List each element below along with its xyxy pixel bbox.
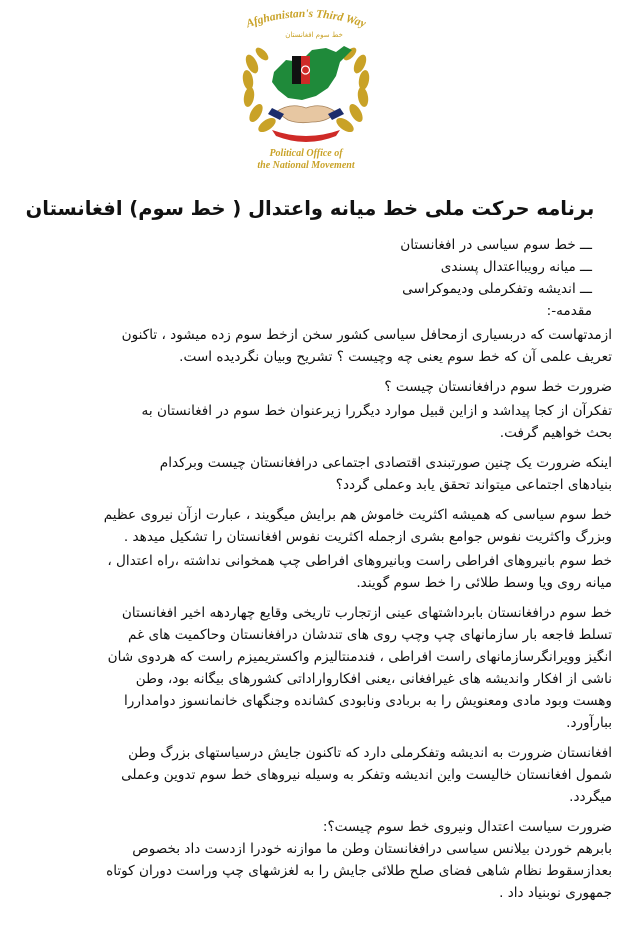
paragraph-line: خط سوم بانیروهای افراطی راست وبانیروهای افراطی چپ همخوانی نداشته ،راه اعتدال ، — [107, 553, 612, 569]
paragraph-line: خط سوم سیاسی که همیشه اکثریت خاموش هم برایش میگویند ، عبارت ازآن نیروی عظیم — [103, 507, 612, 523]
paragraph — [12, 376, 612, 398]
paragraph-line: افغانستان ضرورت به اندیشه وتفکرملی دارد که تاکنون جایش درسیاستهای بزرگ وطن — [128, 745, 612, 761]
document-body — [12, 234, 612, 904]
paragraph — [12, 504, 612, 548]
paragraph-line: ناشی از افکار واندیشه های غیرافغانی ،یعنی افکارواراداتی کشورهای بیگانه بود، وطن — [135, 671, 612, 687]
paragraph — [12, 550, 612, 594]
paragraph-line: بنیادهای اجتماعی میتواند تحقق یابد وعملی گردد؟ — [335, 477, 612, 493]
bullet-item: ـــ خط سوم سیاسی در افغانستان — [400, 237, 592, 253]
paragraph-line: شمول افغانستان خالیست واین اندیشه وتفکر به وسیله نیروهای خط سوم تدوین وعملی — [121, 767, 612, 783]
paragraph-line: وبزرگ واکثریت نفوس جوامع بشری ازجمله اکثریت نفوس افغانستان را تشکیل میدهد . — [123, 529, 612, 545]
paragraph-line: بحث خواهیم گرفت. — [499, 425, 612, 441]
paragraph — [12, 400, 612, 444]
paragraph-line: ببارآورد. — [566, 715, 612, 731]
logo-bottom-line2: the National Movement — [257, 160, 355, 171]
paragraph-line: ضرورت سیاست اعتدال ونیروی خط سوم چیست؟: — [322, 819, 612, 835]
paragraph-line: خط سوم درافغانستان بابرداشتهای عینی ازتجارب تاریخی وقایع چهاردهه اخیر افغانستان — [121, 605, 612, 621]
paragraph-line: اینکه ضرورت یک چنین صورتبندی اقتصادی اجتماعی درافغانستان چیست وبرکدام — [159, 455, 612, 471]
svg-text:Afghanistan's Third Way — [244, 8, 368, 31]
paragraph-line: تعریف علمی آن که خط سوم یعنی چه وچیست ؟ تشریح وبیان نگردیده است. — [179, 349, 612, 365]
intro-label: مقدمه-: — [546, 303, 592, 319]
bullet-item: ـــ میانه رویبااعتدال پسندی — [440, 259, 592, 275]
document-title: برنامه حرکت ملی خط میانه واعتدال ( خط سوم) افغانستان — [25, 197, 595, 220]
logo-top-text: Afghanistan's Third Way — [244, 7, 368, 31]
paragraph-line: میگردد. — [569, 789, 612, 805]
movement-logo — [232, 4, 380, 172]
paragraph-line: ازمدتهاست که دربسیاری ازمحافل سیاسی کشور سخن ازخط سوم زده میشود ، تاکنون — [121, 327, 612, 343]
paragraph — [12, 324, 612, 368]
paragraph-line: جمهوری نوبنیاد داد . — [499, 885, 612, 901]
paragraph — [12, 452, 612, 496]
paragraph-line: انگیز وویرانگرسازمانهای راست افراطی ، فندمنتالیزم واکستریمیزم راست که هردوی شان — [107, 649, 612, 665]
paragraph-line: تسلط فاجعه بار سازمانهای چپ وچپ روی های تندشان درافغانستان وحاکمیت های غم — [128, 627, 612, 643]
paragraph-line: میانه روی ویا وسط طلائی را خط سوم گویند. — [356, 575, 612, 591]
logo-arabic-text: خط سوم افغانستان — [285, 31, 343, 39]
paragraph-line: بعدازسقوط نظام شاهی فضای صلح طلائی جایش را به لغزشهای چپ وراست دوران کوتاه — [106, 863, 612, 879]
paragraph — [12, 742, 612, 808]
paragraph — [12, 602, 612, 734]
paragraph-line: تفکرآن از کجا پیداشد و ازاین قبیل موارد دیگررا زیرعنوان خط سوم در افغانستان به — [141, 403, 612, 419]
bullet-item: ـــ اندیشه وتفکرملی ودیموکراسی — [402, 281, 592, 297]
paragraph-line: ضرورت خط سوم درافغانستان چیست ؟ — [384, 379, 612, 395]
logo-bottom-line1: Political Office of — [269, 148, 343, 159]
paragraph-line: وهست وبود مادی ومعنویش را به بربادی ونابودی کشانده وجنگهای خانمانسوز دوامداررا — [124, 693, 612, 709]
paragraph-line: بابرهم خوردن بیلانس سیاسی درافغانستان وطن ما موازنه خودرا ازدست داد بخصوص — [132, 841, 612, 857]
paragraph — [12, 816, 612, 904]
